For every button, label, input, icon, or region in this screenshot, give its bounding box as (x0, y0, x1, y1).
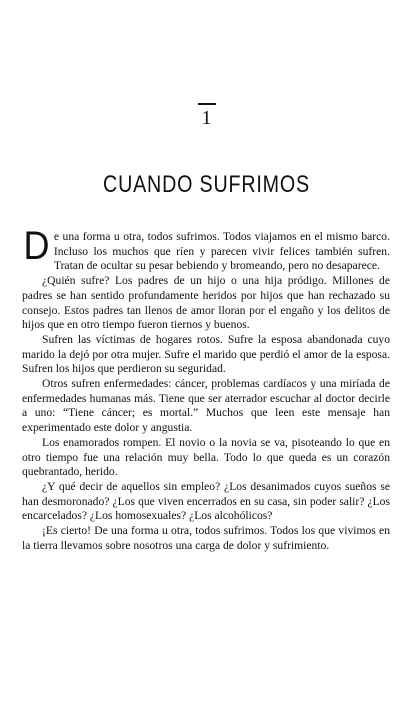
paragraph: ¿Quién sufre? Los padres de un hijo o una hija pródigo. Millones de padres se han sentido profundamente heridos por hijos que han rechazado su consejo. Estos padres tan llenos de amor lloran por el engaño y los delitos de hijos que en otro tiempo fueron tiernos y buenos. (22, 274, 390, 332)
chapter-body (22, 224, 390, 553)
paragraph: ¡Es cierto! De una forma u otra, todos sufrimos. Todos los que vivimos en la tierra llevamos sobre nosotros una carga de dolor y sufrimiento. (22, 524, 390, 552)
paragraph: Sufren las víctimas de hogares rotos. Sufre la esposa abandonada cuyo marido la dejó por otra mujer. Sufre el marido que perdió el amor de la esposa. Sufren los hijos que perdieron su seguridad. (22, 332, 390, 376)
paragraph: Los enamorados rompen. El novio o la novia se va, pisoteando lo que en otro tiempo fue una relación muy bella. Todo lo que queda es un corazón quebrantado, herido. (22, 435, 390, 479)
chapter-number-text: 1 (198, 103, 216, 129)
chapter-number (0, 103, 413, 129)
chapter-title: CUANDO SUFRIMOS (103, 171, 310, 198)
paragraph: Otros sufren enfermedades: cáncer, problemas cardíacos y una miríada de enfermedades humanas más. Tiene que ser aterrador escuchar al doctor decirle a uno: “Tiene cáncer; es mortal.” Muchos que leen este mensaje han experimentado este dolor y angustia. (22, 377, 390, 435)
paragraph (22, 224, 390, 274)
paragraph: ¿Y qué decir de aquellos sin empleo? ¿Los desanimados cuyos sueños se han desmoronado? ¿Los que viven encerrados en su casa, sin poder salir? ¿Los encarcelados? ¿Los homosexuales? ¿Los alcohólicos? (22, 479, 390, 523)
paragraph-text: e una forma u otra, todos sufrimos. Todos viajamos en el mismo barco. Incluso los muchos que ríen y parecen vivir felices también sufren. Tratan de ocultar su pesar bebiendo y bromeando, pero no desaparece. (53, 230, 390, 273)
drop-cap: D (23, 224, 50, 268)
